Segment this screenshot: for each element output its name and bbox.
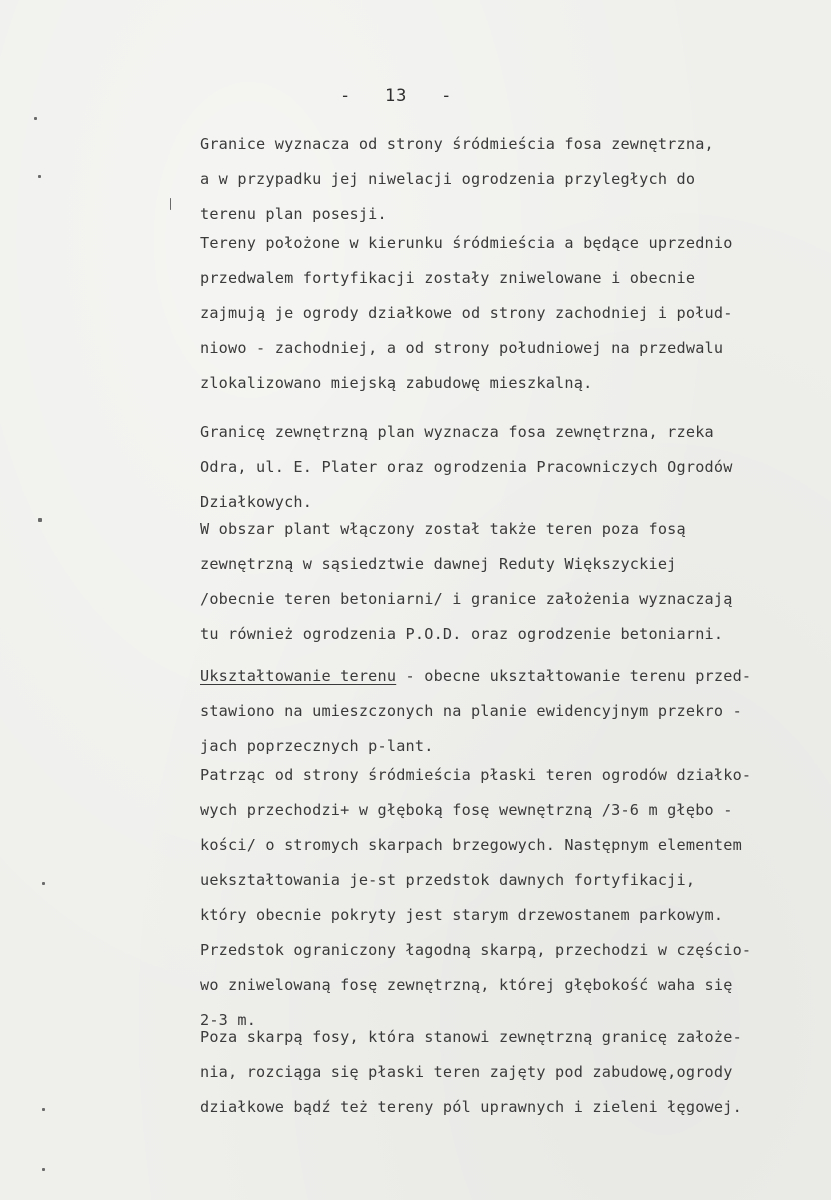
paragraph-redoubt-area bbox=[200, 512, 820, 652]
paragraph-boundary bbox=[200, 127, 820, 232]
paragraph-outer-boundary bbox=[200, 415, 820, 520]
text-line: działkowe bądź też tereny pól uprawnych i zieleni łęgowej. bbox=[200, 1098, 742, 1116]
text-line: Granice wyznacza od strony śródmieścia fosa zewnętrzna, bbox=[200, 135, 714, 153]
text-line: zajmują je ogrody działkowe od strony zachodniej i połud- bbox=[200, 304, 733, 322]
text-line: /obecnie teren betoniarni/ i granice założenia wyznaczają bbox=[200, 590, 733, 608]
text-line: zewnętrzną w sąsiedztwie dawnej Reduty Większyckiej bbox=[200, 555, 677, 573]
text-line: terenu plan posesji. bbox=[200, 205, 387, 223]
text-line: stawiono na umieszczonych na planie ewidencyjnym przekro - bbox=[200, 702, 742, 720]
text-line bbox=[200, 659, 820, 694]
text-line: a w przypadku jej niwelacji ogrodzenia przyległych do bbox=[200, 170, 696, 188]
margin-speck bbox=[42, 1168, 45, 1171]
text-line: uekształtowania je-st przedstok dawnych fortyfikacji, bbox=[200, 871, 696, 889]
section-heading: Ukształtowanie terenu bbox=[200, 667, 397, 685]
text-line: zlokalizowano miejską zabudowę mieszkalną. bbox=[200, 374, 593, 392]
text-line: Granicę zewnętrzną plan wyznacza fosa zewnętrzna, rzeka bbox=[200, 423, 714, 441]
margin-speck bbox=[42, 1108, 45, 1111]
margin-speck bbox=[38, 175, 41, 178]
text-line: Odra, ul. E. Plater oraz ogrodzenia Pracowniczych Ogrodów bbox=[200, 458, 733, 476]
text-line: który obecnie pokryty jest starym drzewostanem parkowym. bbox=[200, 906, 724, 924]
text-line: wo zniwelowaną fosę zewnętrzną, której głębokość waha się bbox=[200, 976, 733, 994]
text-line: przedwalem fortyfikacji zostały zniwelowane i obecnie bbox=[200, 269, 696, 287]
text-line: kości/ o stromych skarpach brzegowych. Następnym elementem bbox=[200, 836, 742, 854]
margin-speck bbox=[34, 117, 37, 120]
margin-tick bbox=[170, 198, 171, 210]
heading-line-rest: - obecne ukształtowanie terenu przed- bbox=[396, 667, 752, 685]
margin-speck bbox=[38, 518, 42, 522]
text-line: jach poprzecznych p-lant. bbox=[200, 737, 434, 755]
paragraph-terrain-shape bbox=[200, 659, 820, 764]
text-line: Tereny położone w kierunku śródmieścia a będące uprzednio bbox=[200, 234, 733, 252]
text-line: Działkowych. bbox=[200, 493, 313, 511]
text-line: Przedstok ograniczony łagodną skarpą, przechodzi w częścio- bbox=[200, 941, 752, 959]
text-line: W obszar plant włączony został także teren poza fosą bbox=[200, 520, 686, 538]
text-line: nia, rozciąga się płaski teren zajęty pod zabudowę,ogrody bbox=[200, 1063, 733, 1081]
text-line: Patrząc od strony śródmieścia płaski teren ogrodów działko- bbox=[200, 766, 752, 784]
text-line: tu również ogrodzenia P.O.D. oraz ogrodzenie betoniarni. bbox=[200, 625, 724, 643]
text-line: 2-3 m. bbox=[200, 1011, 257, 1029]
paragraph-moats-description bbox=[200, 758, 820, 1038]
paragraph-beyond-moat bbox=[200, 1020, 820, 1125]
paragraph-terrain-forefield bbox=[200, 226, 820, 401]
text-line: Poza skarpą fosy, która stanowi zewnętrzną granicę założe- bbox=[200, 1028, 742, 1046]
margin-speck bbox=[42, 882, 45, 885]
text-line: niowo - zachodniej, a od strony południowej na przedwalu bbox=[200, 339, 724, 357]
page-number: - 13 - bbox=[340, 86, 453, 106]
text-line: wych przechodzi+ w głęboką fosę wewnętrzną /3-6 m głębo - bbox=[200, 801, 733, 819]
